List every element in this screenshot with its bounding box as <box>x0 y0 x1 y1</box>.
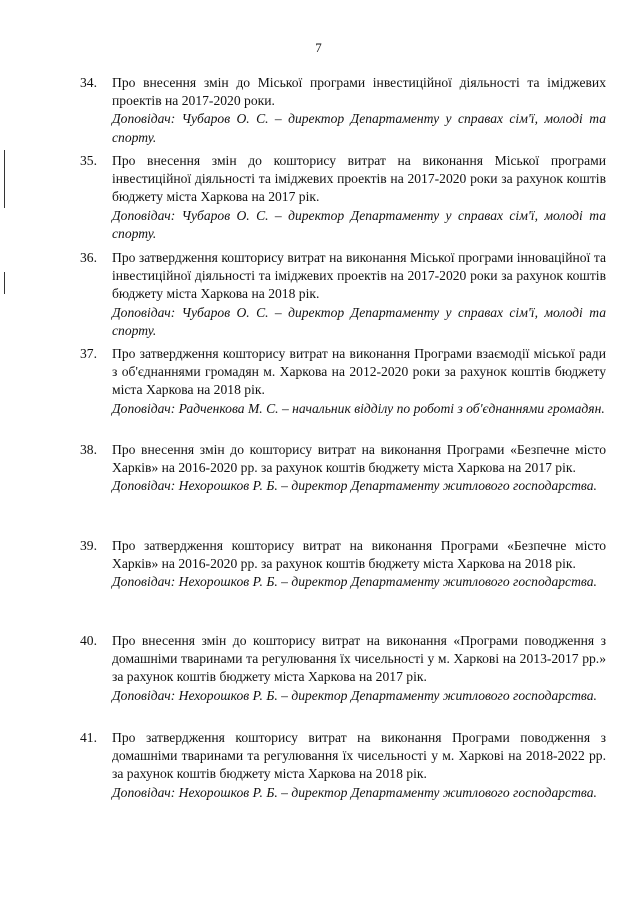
agenda-item-title: Про затвердження кошторису витрат на виконання Міської програми інноваційної та інвестиційної діяльності та іміджевих проектів на 2017-2020 роки за рахунок коштів бюджету міста Харкова на 2018 рік. <box>112 250 606 302</box>
agenda-item-number: 37. <box>80 346 97 361</box>
agenda-item-title: Про внесення змін до Міської програми інвестиційної діяльності та іміджевих проектів на 2017-2020 роки. <box>112 75 606 109</box>
page-number: 7 <box>315 40 322 55</box>
agenda-item-speaker: Доповідач: Нехорошков Р. Б. – директор Департаменту житлового господарства. <box>112 784 597 800</box>
agenda-item <box>80 249 606 340</box>
agenda-item-speaker: Доповідач: Нехорошков Р. Б. – директор Департаменту житлового господарства. <box>112 687 597 703</box>
scan-edge-mark <box>4 272 5 294</box>
agenda-item <box>80 632 606 705</box>
scan-edge-mark <box>4 150 5 208</box>
agenda-item-title: Про затвердження кошторису витрат на виконання Програми «Безпечне місто Харків» на 2016-2020 рр. за рахунок коштів бюджету міста Харкова на 2018 рік. <box>112 538 606 572</box>
agenda-item-speaker: Доповідач: Радченкова М. С. – начальник відділу по роботі з об'єднаннями громадян. <box>112 400 605 416</box>
agenda-item-title: Про внесення змін до кошторису витрат на виконання Програми «Безпечне місто Харків» на 2016-2020 рр. за рахунок коштів бюджету міста Харкова на 2017 рік. <box>112 442 606 476</box>
agenda-item <box>80 729 606 802</box>
agenda-item-title: Про внесення змін до кошторису витрат на виконання «Програми поводження з домашніми тваринами та регулювання їх чисельності у м. Харкові на 2013-2017 рр.» за рахунок коштів бюджету міста Харкова на 2017 рік. <box>112 633 606 685</box>
agenda-item-title: Про затвердження кошторису витрат на виконання Програми взаємодії міської ради з об'єднаннями громадян м. Харкова на 2012-2020 роки за рахунок коштів бюджету міста Харкова на 2018 рік. <box>112 346 606 398</box>
agenda-item-title: Про внесення змін до кошторису витрат на виконання Міської програми інвестиційної діяльності та іміджевих проектів на 2017-2020 роки за рахунок коштів бюджету міста Харкова на 2017 рік. <box>112 153 606 205</box>
agenda-item <box>80 345 606 418</box>
agenda-item-speaker: Доповідач: Чубаров О. С. – директор Департаменту у справах сім'ї, молоді та спорту. <box>112 207 606 241</box>
agenda-item-speaker: Доповідач: Нехорошков Р. Б. – директор Департаменту житлового господарства. <box>112 478 597 494</box>
agenda-item-speaker: Доповідач: Нехорошков Р. Б. – директор Департаменту житлового господарства. <box>112 574 597 590</box>
agenda-item <box>80 74 606 147</box>
agenda-item-number: 41. <box>80 730 97 745</box>
agenda-item-number: 40. <box>80 633 97 648</box>
agenda-item-number: 35. <box>80 153 97 168</box>
agenda-item-number: 39. <box>80 538 97 553</box>
agenda-item-number: 38. <box>80 442 97 457</box>
agenda-item-number: 36. <box>80 250 97 265</box>
agenda-item <box>80 441 606 496</box>
agenda-item-speaker: Доповідач: Чубаров О. С. – директор Департаменту у справах сім'ї, молоді та спорту. <box>112 304 606 338</box>
agenda-item <box>80 537 606 592</box>
agenda-item-speaker: Доповідач: Чубаров О. С. – директор Департаменту у справах сім'ї, молоді та спорту. <box>112 111 606 145</box>
agenda-item <box>80 152 606 243</box>
agenda-item-title: Про затвердження кошторису витрат на виконання Програми поводження з домашніми тваринами та регулювання їх чисельності у м. Харкові на 2018-2022 рр. за рахунок коштів бюджету міста Харкова на 2018 рік. <box>112 730 606 782</box>
agenda-item-number: 34. <box>80 75 97 90</box>
